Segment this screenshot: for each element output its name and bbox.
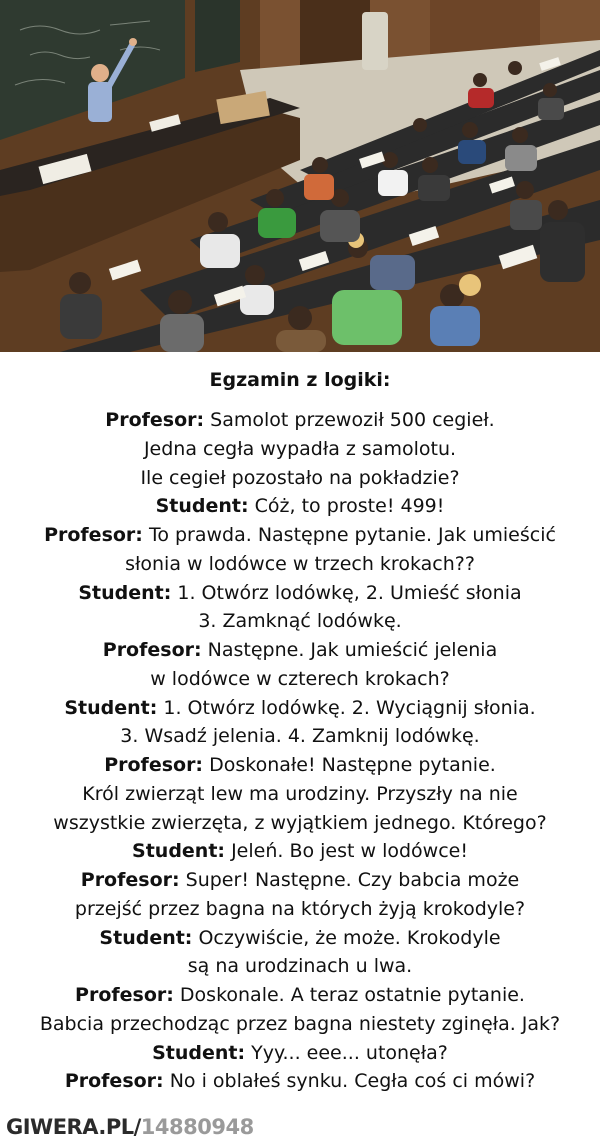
dialogue-line bbox=[0, 751, 600, 780]
dialogue-line bbox=[0, 837, 600, 866]
dialogue-line bbox=[0, 780, 600, 809]
dialogue-line bbox=[0, 694, 600, 723]
title: Egzamin z logiki: bbox=[209, 369, 391, 391]
speaker-label: Profesor: bbox=[105, 409, 205, 431]
lecture-hall-photo bbox=[0, 0, 600, 352]
dialogue-line bbox=[0, 1039, 600, 1068]
line-text: 1. Otwórz lodówkę. 2. Wyciągnij słonia. bbox=[157, 696, 536, 719]
line-text: To prawda. Następne pytanie. Jak umieścić bbox=[142, 524, 556, 546]
dialogue-line bbox=[0, 1010, 600, 1039]
dialogue-line bbox=[0, 636, 600, 665]
speaker-label: Student: bbox=[99, 926, 193, 949]
line-text: Następne. Jak umieścić jelenia bbox=[201, 639, 498, 661]
speaker-label: Profesor: bbox=[80, 869, 180, 891]
line-text: Super! Następne. Czy babcia może bbox=[179, 869, 520, 891]
dialogue-line bbox=[0, 722, 600, 751]
line-text: Król zwierząt lew ma urodziny. Przyszły na nie bbox=[82, 782, 518, 805]
line-text: 3. Zamknąć lodówkę. bbox=[198, 610, 402, 633]
line-text: 3. Wsadź jelenia. 4. Zamknij lodówkę. bbox=[120, 725, 480, 748]
dialogue-line bbox=[0, 1067, 600, 1096]
speaker-label: Student: bbox=[132, 840, 226, 863]
watermark bbox=[6, 1113, 254, 1141]
line-text: Samolot przewoził 500 cegieł. bbox=[204, 409, 495, 431]
line-text: Doskonale. A teraz ostatnie pytanie. bbox=[173, 984, 525, 1006]
speaker-label: Profesor: bbox=[64, 1070, 164, 1093]
line-text: Cóż, to proste! 499! bbox=[248, 495, 445, 518]
dialogue bbox=[0, 406, 600, 1096]
watermark-site: GIWERA.PL/ bbox=[6, 1115, 141, 1139]
dialogue-line bbox=[0, 607, 600, 636]
speaker-label: Student: bbox=[155, 495, 249, 518]
dialogue-line bbox=[0, 665, 600, 694]
speaker-label: Student: bbox=[152, 1041, 246, 1064]
line-text: przejść przez bagna na których żyją krokodyle? bbox=[74, 897, 526, 920]
line-text: w lodówce w czterech krokach? bbox=[150, 667, 450, 690]
dialogue-line bbox=[0, 464, 600, 493]
speaker-label: Student: bbox=[64, 696, 158, 719]
dialogue-line bbox=[0, 895, 600, 924]
dialogue-line bbox=[0, 406, 600, 435]
dialogue-line bbox=[0, 866, 600, 895]
speaker-label: Profesor: bbox=[75, 984, 174, 1006]
line-text: Babcia przechodząc przez bagna niestety zginęła. Jak? bbox=[39, 1012, 561, 1035]
line-text: są na urodzinach u lwa. bbox=[187, 955, 413, 978]
dialogue-line bbox=[0, 550, 600, 579]
line-text: Jeleń. Bo jest w lodówce! bbox=[225, 840, 468, 863]
line-text: No i oblałeś synku. Cegła coś ci mówi? bbox=[163, 1070, 536, 1093]
dialogue-line bbox=[0, 981, 600, 1010]
line-text: Ile cegieł pozostało na pokładzie? bbox=[140, 466, 460, 489]
line-text: 1. Otwórz lodówkę, 2. Umieść słonia bbox=[171, 581, 522, 604]
dialogue-line bbox=[0, 492, 600, 521]
dialogue-line bbox=[0, 579, 600, 608]
speaker-label: Profesor: bbox=[102, 639, 202, 661]
speaker-label: Profesor: bbox=[104, 754, 204, 776]
line-text: Oczywiście, że może. Krokodyle bbox=[192, 926, 501, 949]
speaker-label: Student: bbox=[78, 581, 172, 604]
dialogue-line bbox=[0, 435, 600, 464]
line-text: Doskonałe! Następne pytanie. bbox=[203, 754, 496, 776]
watermark-id: 14880948 bbox=[140, 1115, 254, 1139]
line-text: wszystkie zwierzęta, z wyjątkiem jednego. Którego? bbox=[53, 811, 547, 834]
dialogue-line bbox=[0, 952, 600, 981]
dialogue-line bbox=[0, 521, 600, 550]
dialogue-line bbox=[0, 809, 600, 838]
line-text: Yyy... eee... utonęła? bbox=[245, 1041, 448, 1064]
line-text: Jedna cegła wypadła z samolotu. bbox=[143, 437, 457, 460]
line-text: słonia w lodówce w trzech krokach?? bbox=[125, 552, 475, 575]
speaker-label: Profesor: bbox=[44, 524, 143, 546]
joke-text bbox=[0, 366, 600, 1096]
dialogue-line bbox=[0, 924, 600, 953]
